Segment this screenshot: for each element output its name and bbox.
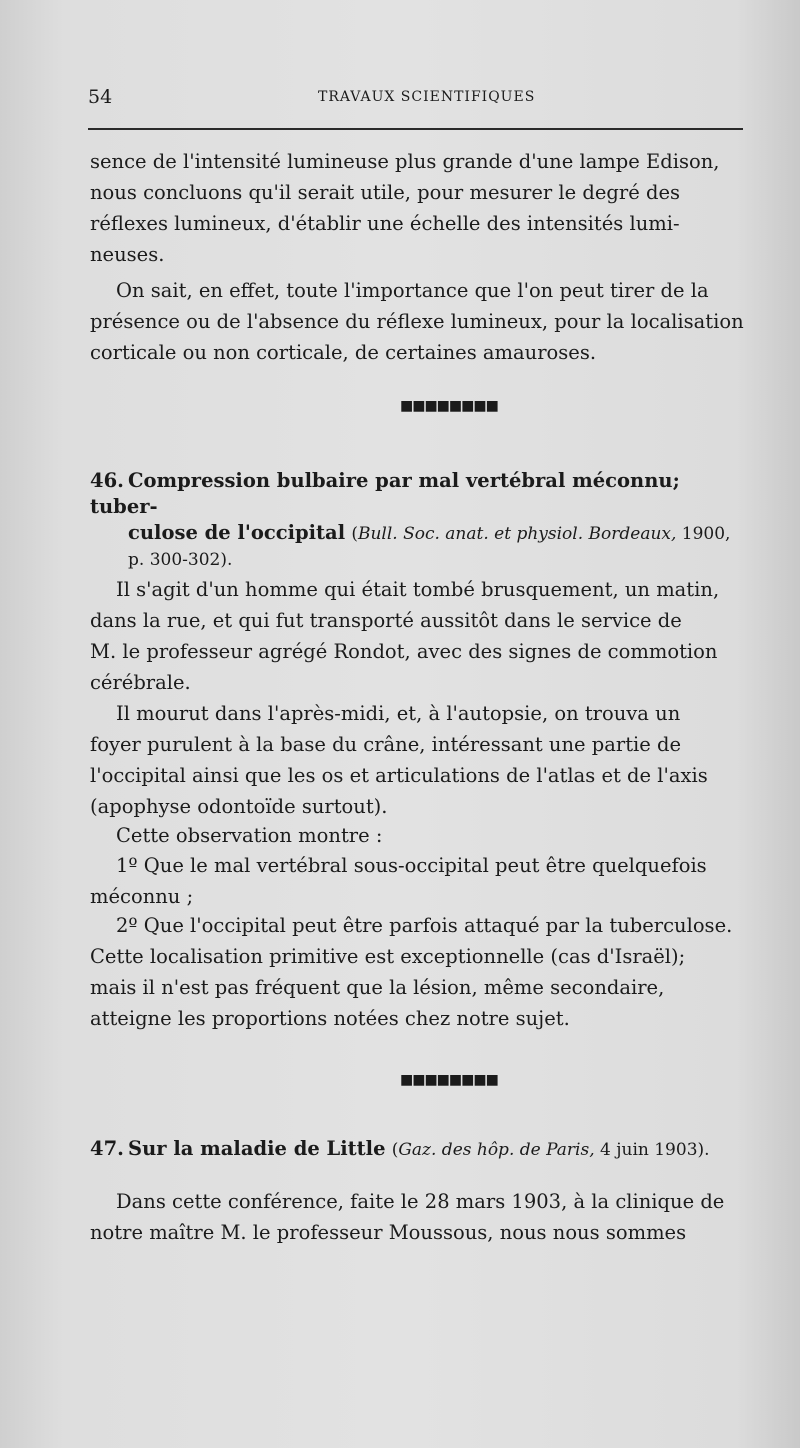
text-line: présence ou de l'absence du réflexe lumineux, pour la localisation	[90, 310, 744, 333]
section-title: Sur la maladie de Little	[128, 1137, 386, 1160]
text-line: nous concluons qu'il serait utile, pour mesurer le degré des	[90, 181, 680, 204]
section-separator: ■■■■■■■■	[400, 398, 498, 414]
section-title-line1: Compression bulbaire par mal vertébral méconnu; tuber-	[90, 469, 680, 518]
paragraph-importance	[90, 275, 750, 368]
text-line: l'occipital ainsi que les os et articulations de l'atlas et de l'axis	[90, 764, 708, 787]
text-line: notre maître M. le professeur Moussous, nous nous sommes	[90, 1221, 687, 1244]
text-line: Il s'agit d'un homme qui était tombé brusquement, un matin,	[116, 578, 720, 601]
header-rule	[88, 128, 743, 130]
page-header	[88, 86, 740, 116]
section-46-heading: 46. Compression bulbaire par mal vertébral méconnu; tuber- culose de l'occipital (Bull. Soc. anat. et physiol. Bordeaux, 1900, p. 300-302).	[90, 468, 752, 573]
s46-paragraph-4	[90, 850, 750, 912]
text-line: mais il n'est pas fréquent que la lésion, même secondaire,	[90, 976, 665, 999]
s46-paragraph-3	[90, 820, 750, 851]
running-title: TRAVAUX SCIENTIFIQUES	[318, 89, 536, 105]
text-line: méconnu ;	[90, 885, 194, 908]
text-line: Cette localisation primitive est exceptionnelle (cas d'Israël);	[90, 945, 686, 968]
section-47-heading: 47. Sur la maladie de Little (Gaz. des hôp. de Paris, 4 juin 1903).	[90, 1137, 710, 1160]
text-line: sence de l'intensité lumineuse plus grande d'une lampe Edison,	[90, 150, 720, 173]
section-separator: ■■■■■■■■	[400, 1072, 498, 1088]
text-line: 2º Que l'occipital peut être parfois attaqué par la tuberculose.	[116, 914, 733, 937]
text-line: M. le professeur agrégé Rondot, avec des signes de commotion	[90, 640, 718, 663]
citation-source: Gaz. des hôp. de Paris,	[398, 1140, 595, 1160]
text-line: dans la rue, et qui fut transporté aussitôt dans le service de	[90, 609, 682, 632]
s46-paragraph-2	[90, 698, 750, 822]
section-number: 47.	[90, 1137, 124, 1160]
text-line: Il mourut dans l'après-midi, et, à l'autopsie, on trouva un	[116, 702, 681, 725]
section-title-line2: culose de l'occipital	[128, 521, 346, 544]
section-number: 46.	[90, 469, 124, 492]
text-line: foyer purulent à la base du crâne, intéressant une partie de	[90, 733, 682, 756]
citation-source: Bull. Soc. anat. et physiol. Bordeaux,	[357, 524, 677, 544]
s46-paragraph-5	[90, 910, 750, 1034]
text-line: Cette observation montre :	[116, 824, 383, 847]
text-line: 1º Que le mal vertébral sous-occipital peut être quelquefois	[116, 854, 707, 877]
text-line: réflexes lumineux, d'établir une échelle des intensités lumi-	[90, 212, 680, 235]
s47-paragraph-1	[90, 1186, 750, 1248]
text-line: On sait, en effet, toute l'importance que l'on peut tirer de la	[116, 279, 709, 302]
text-line: (apophyse odontoïde surtout).	[90, 795, 388, 818]
text-line: neuses.	[90, 243, 165, 266]
text-line: Dans cette conférence, faite le 28 mars 1903, à la clinique de	[116, 1190, 725, 1213]
citation-date: 4 juin 1903).	[594, 1140, 710, 1160]
page-number: 54	[88, 86, 113, 108]
s46-paragraph-1	[90, 574, 750, 698]
text-line: corticale ou non corticale, de certaines amauroses.	[90, 341, 597, 364]
citation-year: 1900,	[676, 524, 731, 544]
text-line: atteigne les proportions notées chez notre sujet.	[90, 1007, 570, 1030]
citation-pages: p. 300-302).	[128, 550, 233, 570]
text-line: cérébrale.	[90, 671, 191, 694]
paragraph-continuation	[90, 146, 750, 270]
